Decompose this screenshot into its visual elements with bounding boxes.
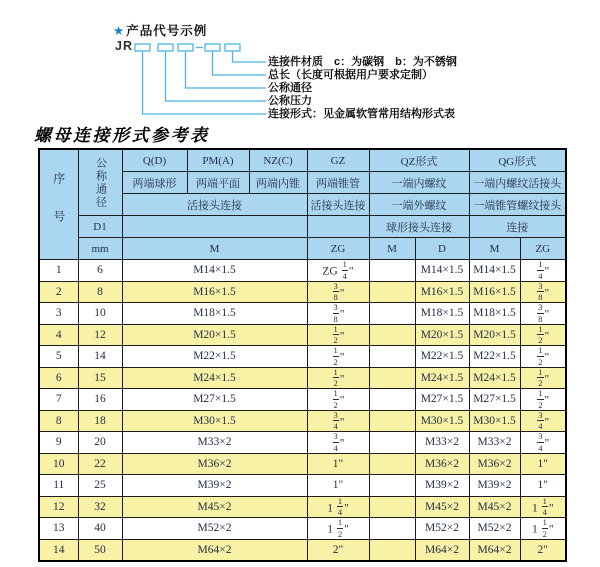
header-qz-conn: 球形接头连接 bbox=[369, 216, 469, 238]
cell-m-thread: M14×1.5 bbox=[122, 260, 307, 282]
code-box bbox=[205, 44, 220, 51]
cell-qg-m: M36×2 bbox=[469, 453, 520, 475]
header-union-conn: 活接头连接 bbox=[122, 194, 307, 216]
fraction: $\frac{3}{4}$ bbox=[538, 410, 543, 432]
header-col-q: Q(D) bbox=[122, 149, 187, 172]
cell-qg-zg: $\frac{3}{4}$ " bbox=[520, 432, 566, 454]
cell-seq: 12 bbox=[39, 496, 78, 518]
cell-qg-m: M24×1.5 bbox=[469, 367, 520, 389]
cell-m-thread: M16×1.5 bbox=[122, 281, 307, 303]
table-body bbox=[39, 260, 566, 562]
cell-gz: $\frac{1}{2}$ " bbox=[307, 346, 369, 368]
label-connection-type: 连接形式：见金属软管常用结构形式表 bbox=[268, 108, 455, 120]
cell-qz-d: M16×1.5 bbox=[415, 281, 469, 303]
cell-qz-m bbox=[369, 303, 415, 325]
cell-m-thread: M64×2 bbox=[122, 539, 307, 561]
cell-qg-zg: 1 $\frac{1}{4}$ " bbox=[520, 496, 566, 518]
cell-qg-m: M27×1.5 bbox=[469, 389, 520, 411]
header-qz-d: D bbox=[415, 238, 469, 260]
cell-dn: 18 bbox=[78, 410, 122, 432]
cell-dn: 10 bbox=[78, 303, 122, 325]
cell-dn: 25 bbox=[78, 475, 122, 497]
fraction: $\frac{1}{4}$ bbox=[538, 259, 543, 281]
cell-dn: 22 bbox=[78, 453, 122, 475]
cell-dn: 16 bbox=[78, 389, 122, 411]
cell-seq: 8 bbox=[39, 410, 78, 432]
cell-m-thread: M52×2 bbox=[122, 518, 307, 540]
code-box bbox=[225, 44, 240, 51]
fraction: $\frac{3}{4}$ bbox=[538, 431, 543, 453]
cell-qz-d: M36×2 bbox=[415, 453, 469, 475]
code-prefix: JR bbox=[115, 39, 133, 53]
fraction: $\frac{1}{4}$ bbox=[337, 496, 343, 518]
table-row bbox=[39, 518, 566, 540]
header-col-nz: NZ(C) bbox=[249, 149, 307, 172]
cell-qz-d: M30×1.5 bbox=[415, 410, 469, 432]
cell-qg-zg: $\frac{1}{4}$ " bbox=[520, 260, 566, 282]
header-gz-desc: 两端锥管 bbox=[307, 172, 369, 194]
label-nominal-diameter: 公称通径 bbox=[268, 82, 312, 94]
cell-qg-m: M39×2 bbox=[469, 475, 520, 497]
cell-gz: $\frac{3}{4}$ " bbox=[307, 432, 369, 454]
cell-qg-zg: $\frac{3}{8}$ " bbox=[520, 303, 566, 325]
label-nominal-pressure: 公称压力 bbox=[268, 95, 312, 107]
header-seq: 序号 bbox=[39, 149, 78, 260]
fraction: $\frac{3}{8}$ bbox=[333, 302, 338, 324]
cell-gz: $\frac{3}{8}$ " bbox=[307, 281, 369, 303]
fraction: $\frac{1}{2}$ bbox=[333, 367, 338, 389]
cell-qz-m bbox=[369, 367, 415, 389]
cell-dn: 12 bbox=[78, 324, 122, 346]
table-title: 螺母连接形式参考表 bbox=[34, 126, 210, 145]
cell-gz: $\frac{3}{8}$ " bbox=[307, 303, 369, 325]
fraction: $\frac{1}{2}$ bbox=[333, 345, 338, 367]
cell-dn: 8 bbox=[78, 281, 122, 303]
fraction: $\frac{1}{4}$ bbox=[542, 496, 547, 518]
cell-gz: $\frac{1}{2}$ " bbox=[307, 324, 369, 346]
cell-qz-m bbox=[369, 432, 415, 454]
cell-m-thread: M45×2 bbox=[122, 496, 307, 518]
cell-m-thread: M30×1.5 bbox=[122, 410, 307, 432]
fraction: $\frac{1}{4}$ bbox=[342, 259, 347, 281]
cell-dn: 14 bbox=[78, 346, 122, 368]
cell-m-thread: M22×1.5 bbox=[122, 346, 307, 368]
header-col-gz: GZ bbox=[307, 149, 369, 172]
fraction: $\frac{1}{2}$ bbox=[542, 517, 547, 539]
cell-qg-zg: 1 $\frac{1}{2}$ " bbox=[520, 518, 566, 540]
leader-line bbox=[186, 51, 267, 88]
cell-seq: 2 bbox=[39, 281, 78, 303]
cell-qg-m: M33×2 bbox=[469, 432, 520, 454]
cell-qg-m: M16×1.5 bbox=[469, 281, 520, 303]
fraction: $\frac{1}{2}$ bbox=[333, 324, 338, 346]
label-material: 连接件材质 c：为碳钢 b：为不锈钢 bbox=[268, 56, 457, 68]
cell-qg-m: M20×1.5 bbox=[469, 324, 520, 346]
cell-m-thread: M39×2 bbox=[122, 475, 307, 497]
cell-qz-d: M14×1.5 bbox=[415, 260, 469, 282]
fraction: $\frac{1}{2}$ bbox=[538, 388, 543, 410]
fraction: $\frac{1}{2}$ bbox=[538, 324, 543, 346]
nut-connection-table bbox=[38, 148, 567, 562]
table-row bbox=[39, 539, 566, 561]
star-icon: ★ bbox=[113, 24, 126, 38]
table-row bbox=[39, 324, 566, 346]
header-nz-desc: 两端内锥 bbox=[249, 172, 307, 194]
cell-gz: 1 $\frac{1}{2}$ " bbox=[307, 518, 369, 540]
header-zg-gz: ZG bbox=[307, 238, 369, 260]
header-q-desc: 两端球形 bbox=[122, 172, 187, 194]
fraction: $\frac{3}{8}$ bbox=[538, 302, 543, 324]
cell-dn: 50 bbox=[78, 539, 122, 561]
label-total-length: 总长（长度可根据用户要求定制） bbox=[268, 69, 433, 81]
cell-m-thread: M27×1.5 bbox=[122, 389, 307, 411]
header-qg-zg: ZG bbox=[520, 238, 566, 260]
code-box bbox=[178, 44, 193, 51]
leader-line bbox=[166, 51, 267, 101]
fraction: $\frac{1}{2}$ bbox=[333, 388, 338, 410]
leader-line bbox=[143, 51, 267, 114]
cell-qg-zg: 1" bbox=[520, 475, 566, 497]
cell-gz: 1" bbox=[307, 453, 369, 475]
header-qg-desc1: 一端内螺纹活接头 bbox=[469, 172, 566, 194]
header-qz-m: M bbox=[369, 238, 415, 260]
product-code-heading bbox=[113, 21, 207, 39]
fraction: $\frac{3}{8}$ bbox=[333, 281, 338, 303]
cell-seq: 14 bbox=[39, 539, 78, 561]
cell-qg-m: M52×2 bbox=[469, 518, 520, 540]
cell-qg-m: M22×1.5 bbox=[469, 346, 520, 368]
cell-qz-d: M22×1.5 bbox=[415, 346, 469, 368]
table-row bbox=[39, 346, 566, 368]
cell-qg-zg: $\frac{1}{2}$ " bbox=[520, 367, 566, 389]
cell-gz: 1 $\frac{1}{4}$ " bbox=[307, 496, 369, 518]
header-col-qg: QG形式 bbox=[469, 149, 566, 172]
cell-qz-m bbox=[369, 496, 415, 518]
fraction: $\frac{3}{8}$ bbox=[538, 281, 543, 303]
cell-qg-zg: $\frac{1}{2}$ " bbox=[520, 324, 566, 346]
cell-gz: $\frac{3}{4}$ " bbox=[307, 410, 369, 432]
header-qg-desc2: 一端锥管螺纹接头 bbox=[469, 194, 566, 216]
fraction: $\frac{3}{4}$ bbox=[333, 431, 338, 453]
header-dn: 公称通径 bbox=[78, 149, 122, 216]
cell-qz-d: M18×1.5 bbox=[415, 303, 469, 325]
cell-m-thread: M33×2 bbox=[122, 432, 307, 454]
table-row bbox=[39, 410, 566, 432]
cell-gz: $\frac{1}{2}$ " bbox=[307, 389, 369, 411]
cell-qz-d: M20×1.5 bbox=[415, 324, 469, 346]
cell-qg-m: M14×1.5 bbox=[469, 260, 520, 282]
cell-dn: 40 bbox=[78, 518, 122, 540]
cell-m-thread: M20×1.5 bbox=[122, 324, 307, 346]
header-qz-desc1: 一端内螺纹 bbox=[369, 172, 469, 194]
cell-gz: $\frac{1}{2}$ " bbox=[307, 367, 369, 389]
table-row bbox=[39, 475, 566, 497]
cell-qz-d: M45×2 bbox=[415, 496, 469, 518]
cell-qz-d: M39×2 bbox=[415, 475, 469, 497]
cell-qz-d: M24×1.5 bbox=[415, 367, 469, 389]
table-row bbox=[39, 453, 566, 475]
cell-qz-m bbox=[369, 281, 415, 303]
cell-qg-zg: $\frac{1}{2}$ " bbox=[520, 389, 566, 411]
leader-line bbox=[213, 51, 267, 75]
table-header bbox=[39, 149, 566, 260]
product-code-heading-text: 产品代号示例 bbox=[126, 24, 208, 38]
cell-seq: 11 bbox=[39, 475, 78, 497]
header-blank bbox=[307, 216, 369, 238]
cell-gz: 1" bbox=[307, 475, 369, 497]
cell-dn: 15 bbox=[78, 367, 122, 389]
cell-qg-zg: 2" bbox=[520, 539, 566, 561]
cell-qg-m: M18×1.5 bbox=[469, 303, 520, 325]
table-row bbox=[39, 389, 566, 411]
cell-qz-m bbox=[369, 346, 415, 368]
header-gz-conn: 活接头连接 bbox=[307, 194, 369, 216]
header-d1: D1 bbox=[78, 216, 122, 238]
code-box bbox=[135, 44, 150, 51]
cell-qg-zg: $\frac{3}{4}$ " bbox=[520, 410, 566, 432]
cell-qz-d: M33×2 bbox=[415, 432, 469, 454]
cell-seq: 5 bbox=[39, 346, 78, 368]
cell-qz-m bbox=[369, 389, 415, 411]
leader-line bbox=[233, 51, 267, 62]
cell-qz-m bbox=[369, 410, 415, 432]
cell-qz-d: M27×1.5 bbox=[415, 389, 469, 411]
header-blank bbox=[122, 216, 307, 238]
cell-qz-m bbox=[369, 324, 415, 346]
cell-seq: 1 bbox=[39, 260, 78, 282]
table-row bbox=[39, 281, 566, 303]
cell-qz-m bbox=[369, 539, 415, 561]
cell-dn: 32 bbox=[78, 496, 122, 518]
cell-gz: 2" bbox=[307, 539, 369, 561]
cell-qz-m bbox=[369, 475, 415, 497]
cell-qg-m: M45×2 bbox=[469, 496, 520, 518]
table-row bbox=[39, 496, 566, 518]
header-col-qz: QZ形式 bbox=[369, 149, 469, 172]
cell-m-thread: M36×2 bbox=[122, 453, 307, 475]
cell-m-thread: M18×1.5 bbox=[122, 303, 307, 325]
cell-qz-m bbox=[369, 453, 415, 475]
cell-seq: 3 bbox=[39, 303, 78, 325]
cell-gz: ZG $\frac{1}{4}$ " bbox=[307, 260, 369, 282]
header-qg-conn: 连接 bbox=[469, 216, 566, 238]
cell-seq: 10 bbox=[39, 453, 78, 475]
cell-m-thread: M24×1.5 bbox=[122, 367, 307, 389]
cell-qz-m bbox=[369, 260, 415, 282]
cell-qz-d: M52×2 bbox=[415, 518, 469, 540]
cell-qg-zg: $\frac{3}{8}$ " bbox=[520, 281, 566, 303]
header-qg-m: M bbox=[469, 238, 520, 260]
header-col-pm: PM(A) bbox=[187, 149, 249, 172]
cell-qz-d: M64×2 bbox=[415, 539, 469, 561]
cell-dn: 6 bbox=[78, 260, 122, 282]
table-row bbox=[39, 303, 566, 325]
cell-qg-zg: 1" bbox=[520, 453, 566, 475]
cell-seq: 7 bbox=[39, 389, 78, 411]
fraction: $\frac{1}{2}$ bbox=[538, 345, 543, 367]
cell-seq: 13 bbox=[39, 518, 78, 540]
header-qz-desc2: 一端外螺纹 bbox=[369, 194, 469, 216]
code-box bbox=[158, 44, 173, 51]
cell-seq: 4 bbox=[39, 324, 78, 346]
cell-qg-m: M64×2 bbox=[469, 539, 520, 561]
table-row bbox=[39, 432, 566, 454]
header-mm: mm bbox=[78, 238, 122, 260]
header-m-group: M bbox=[122, 238, 307, 260]
cell-qg-zg: $\frac{1}{2}$ " bbox=[520, 346, 566, 368]
fraction: $\frac{1}{2}$ bbox=[337, 517, 343, 539]
cell-qz-m bbox=[369, 518, 415, 540]
fraction: $\frac{1}{2}$ bbox=[538, 367, 543, 389]
cell-seq: 9 bbox=[39, 432, 78, 454]
header-pm-desc: 两端平面 bbox=[187, 172, 249, 194]
table-row bbox=[39, 367, 566, 389]
cell-seq: 6 bbox=[39, 367, 78, 389]
table-row bbox=[39, 260, 566, 282]
fraction: $\frac{3}{4}$ bbox=[333, 410, 338, 432]
cell-dn: 20 bbox=[78, 432, 122, 454]
cell-qg-m: M30×1.5 bbox=[469, 410, 520, 432]
